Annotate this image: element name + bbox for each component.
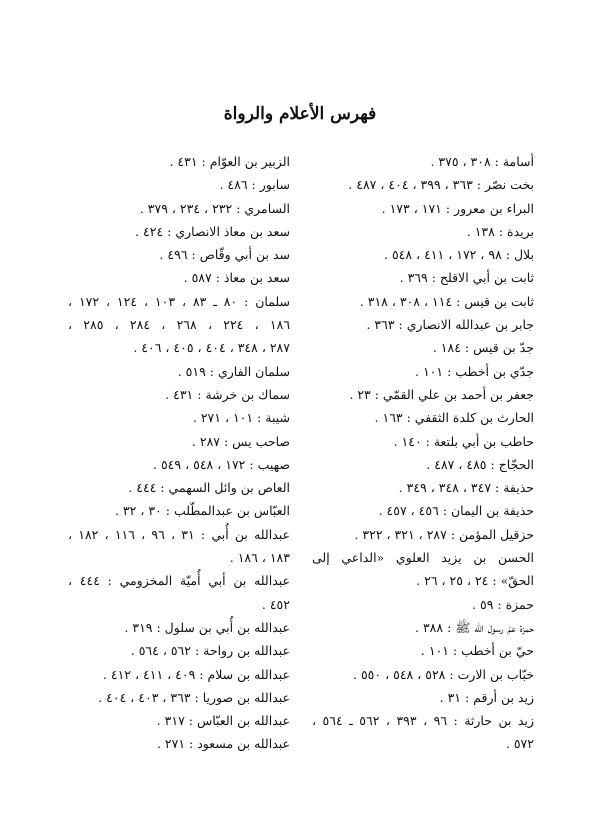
index-entry: الزبير بن العوّام : ٤٣١ .	[169, 154, 290, 169]
index-entry: بريدة : ١٣٨ .	[466, 223, 534, 239]
index-entry: ثابت بن قيس : ١١٤ ، ٣٠٨ ، ٣١٨ .	[359, 293, 534, 309]
index-entry: جابر بن عبدالله الانصاري : ٣٦٣ .	[366, 317, 534, 333]
index-entry: ٢٨٧ ، ٣٤٨ ، ٤٠٤ ، ٤٠٥ ، ٤٠٦ .	[133, 340, 290, 356]
index-entry: ثابت بن أبي الاقلح : ٣٦٩ .	[399, 270, 534, 286]
index-entry: عبدالله بن سلام : ٤٠٩ ، ٤١١ ، ٤١٢ .	[102, 666, 290, 682]
index-entry: عبدالله بن صوريا : ٣٦٣ ، ٤٠٣ ، ٤٠٤ .	[98, 689, 290, 705]
index-entry: عبدالله بن أُبي : ٣١ ، ٩٦ ، ١١٦ ، ١٨٢ ،	[68, 526, 290, 542]
index-entry: سلمان الفاري : ٥١٩ .	[177, 363, 290, 379]
index-entry: جعفر بن أحمد بن علي القمّي : ٢٣ .	[349, 386, 534, 402]
index-entry: شيبة : ١٠١ ، ٢٧١ .	[192, 410, 290, 426]
index-entry: صاحب يس : ٢٨٧ .	[191, 433, 290, 449]
index-entry: الحسن بن يزيد العلوي «الداعي إلى	[312, 550, 534, 566]
index-entry: عبدالله بن رواحة : ٥٦٢ ، ٥٦٤ .	[130, 643, 290, 659]
index-entry: ٥٧٢ .	[505, 736, 534, 752]
index-entry: جدّ بن قيس : ١٨٤ .	[432, 340, 534, 356]
index-entry: العاص بن وائل السهمي : ٤٤٤ .	[128, 480, 290, 496]
index-entry: سعد بن معاذ : ٥٨٧ .	[183, 270, 290, 286]
index-entry: ١٨٦ ، ٢٢٤ ، ٢٦٨ ، ٢٨٤ ، ٢٨٥ ،	[68, 317, 290, 333]
index-entry: الحقّ» : ٢٤ ، ٢٥ ، ٢٦ .	[416, 573, 534, 589]
index-entry: البراء بن معرور : ١٧١ ، ١٧٣ .	[381, 200, 534, 216]
index-entry: زيد بن أرقم : ٣١ .	[439, 689, 534, 705]
index-entry: عبدالله بن أُبي بن سلول : ٣١٩ .	[124, 619, 290, 635]
index-entry: عبدالله بن العبّاس : ٣١٧ .	[156, 713, 290, 729]
index-entry: الحجّاج : ٤٨٥ ، ٤٨٧ .	[426, 456, 534, 472]
index-entry: سلمان : ٨٠ ـ ٨٣ ، ١٠٣ ، ١٢٤ ، ١٧٢ ،	[68, 293, 290, 309]
index-entry: عبدالله بن أبي أُميّة المخزومي : ٤٤٤ ،	[68, 573, 290, 589]
index-entry: صهيب : ١٧٢ ، ٥٤٨ ، ٥٤٩ .	[153, 456, 290, 472]
index-entry: حذيفة : ٣٤٧ ، ٣٤٨ ، ٣٤٩ .	[398, 480, 534, 496]
index-entry: حيّ بن أخطب : ١٠١ .	[420, 643, 534, 659]
page-title: فهرس الأعلام والرواة	[223, 104, 377, 124]
index-entry: ٤٥٢ .	[261, 596, 290, 612]
index-entry: حاطب بن أبي بلتعة : ١٤٠ .	[393, 433, 534, 449]
index-entry: سعد بن معاذ الانصاري : ٤٢٤ .	[135, 223, 290, 239]
index-entry: سد بن أبي وقّاص : ٤٩٦ .	[159, 247, 290, 263]
index-entry: بخت نصّر : ٣٦٣ ، ٣٩٩ ، ٤٠٤ ، ٤٨٧ .	[348, 177, 534, 193]
index-entry: العبّاس بن عبدالمطّلب : ٣٠ ، ٣٢ .	[114, 503, 290, 519]
index-entry: سماك بن خرشة : ٤٣١ .	[165, 386, 290, 402]
index-entry: جدّي بن أخطب : ١٠١ .	[414, 363, 534, 379]
index-entry: حمزة : ٥٩ .	[472, 596, 534, 612]
index-entry: بلال : ٩٨ ، ١٧٢ ، ٤١١ ، ٥٤٨ .	[384, 247, 534, 263]
index-entry: ١٨٣ ، ١٨٦ .	[229, 550, 290, 566]
index-column-right	[312, 150, 534, 756]
index-entry: زيد بن حارثة : ٩٦ ، ٣٩٣ ، ٥٦٢ ـ ٥٦٤ ،	[312, 713, 534, 729]
index-column-left	[68, 150, 290, 756]
index-entry: خبّاب بن الارت : ٥٢٨ ، ٥٤٨ ، ٥٥٠ .	[353, 666, 534, 682]
index-entry: الحارث بن كلدة الثقفي : ١٦٣ .	[374, 410, 534, 426]
index-entry: أسامة : ٣٠٨ ، ٣٧٥ .	[430, 154, 534, 169]
index-entry: حمزة عمّ رسول الله ﷺ : ٣٨٨ .	[414, 619, 534, 635]
index-entry: سابور : ٤٨٦ .	[219, 177, 290, 193]
index-entry: حزقيل المؤمن : ٢٨٧ ، ٣٢١ ، ٣٢٢ .	[354, 526, 534, 542]
index-entry: السامري : ٢٣٢ ، ٢٣٤ ، ٣٧٩ .	[139, 200, 290, 216]
index-entry: عبدالله بن مسعود : ٢٧١ .	[156, 736, 290, 752]
index-entry: حذيفة بن اليمان : ٤٥٦ ، ٤٥٧ .	[378, 503, 534, 519]
